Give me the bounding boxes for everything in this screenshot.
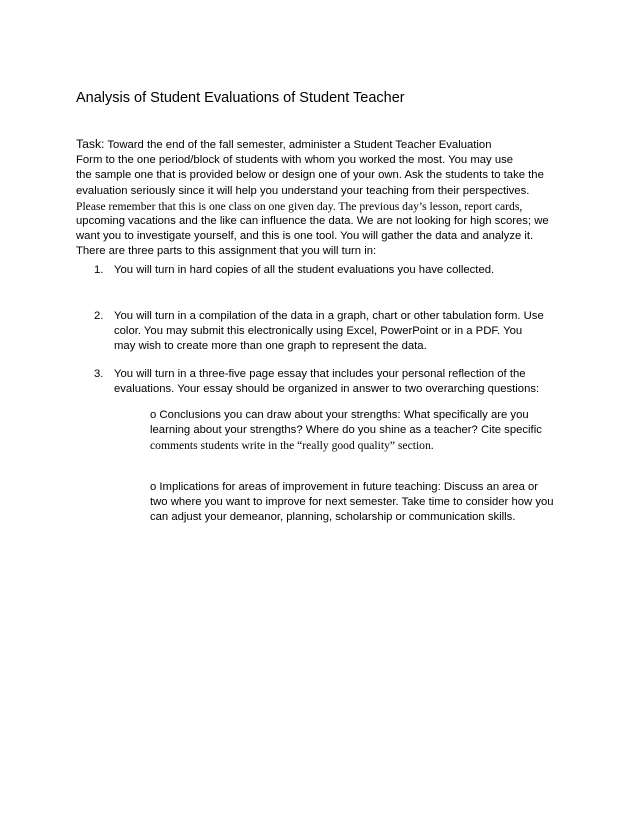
sub-item-line: comments students write in the “really good quality” section. — [150, 439, 434, 453]
list-item-line: You will turn in a three-five page essay that includes your personal reflection of the — [114, 368, 526, 380]
sub-item-line: o Conclusions you can draw about your strengths: What specifically are you — [150, 409, 529, 421]
sub-item-line: o Implications for areas of improvement in future teaching: Discuss an area or — [150, 481, 539, 493]
list-item-line: may wish to create more than one graph to represent the data. — [114, 340, 427, 353]
task-line-text: Toward the end of the fall semester, administer a Student Teacher Evaluation — [104, 139, 492, 151]
list-item-line: color. You may submit this electronically using Excel, PowerPoint or in a PDF. You — [114, 325, 523, 338]
sub-item-improvement — [150, 480, 580, 526]
task-line: evaluation seriously since it will help you understand your teaching from their perspectives. — [76, 184, 530, 197]
task-paragraph — [76, 137, 576, 260]
list-item-line: You will turn in hard copies of all the student evaluations you have collected. — [114, 264, 495, 276]
sub-item-line: learning about your strengths? Where do you shine as a teacher? Cite specific — [150, 424, 542, 437]
task-line: upcoming vacations and the like can influence the data. We are not looking for high scores; we — [76, 215, 549, 228]
task-line: There are three parts to this assignment that you will turn in: — [76, 245, 377, 258]
list-item-number: 2. — [94, 310, 104, 322]
task-line: want you to investigate yourself, and this is one tool. You will gather the data and analyze it. — [76, 230, 534, 243]
list-item-body — [114, 263, 494, 278]
task-label: Task: — [76, 137, 105, 151]
task-line — [76, 137, 576, 153]
list-item-line: You will turn in a compilation of the data in a graph, chart or other tabulation form. Use — [114, 310, 544, 322]
task-line: the sample one that is provided below or design one of your own. Ask the students to take the — [76, 169, 544, 182]
list-item-body — [114, 367, 539, 397]
sub-item-strengths — [150, 408, 580, 454]
sub-item-line: can adjust your demeanor, planning, scholarship or communication skills. — [150, 511, 516, 524]
list-item-line: evaluations. Your essay should be organized in answer to two overarching questions: — [114, 383, 540, 396]
sub-item-line: two where you want to improve for next semester. Take time to consider how you — [150, 496, 554, 509]
task-line: Form to the one period/block of students with whom you worked the most. You may use — [76, 154, 514, 167]
list-item-number: 1. — [94, 264, 104, 276]
list-item-number: 3. — [94, 368, 104, 380]
page-title: Analysis of Student Evaluations of Student Teacher — [76, 90, 405, 106]
list-item-body — [114, 309, 544, 355]
task-line: Please remember that this is one class on one given day. The previous day’s lesson, report cards, — [76, 199, 523, 213]
